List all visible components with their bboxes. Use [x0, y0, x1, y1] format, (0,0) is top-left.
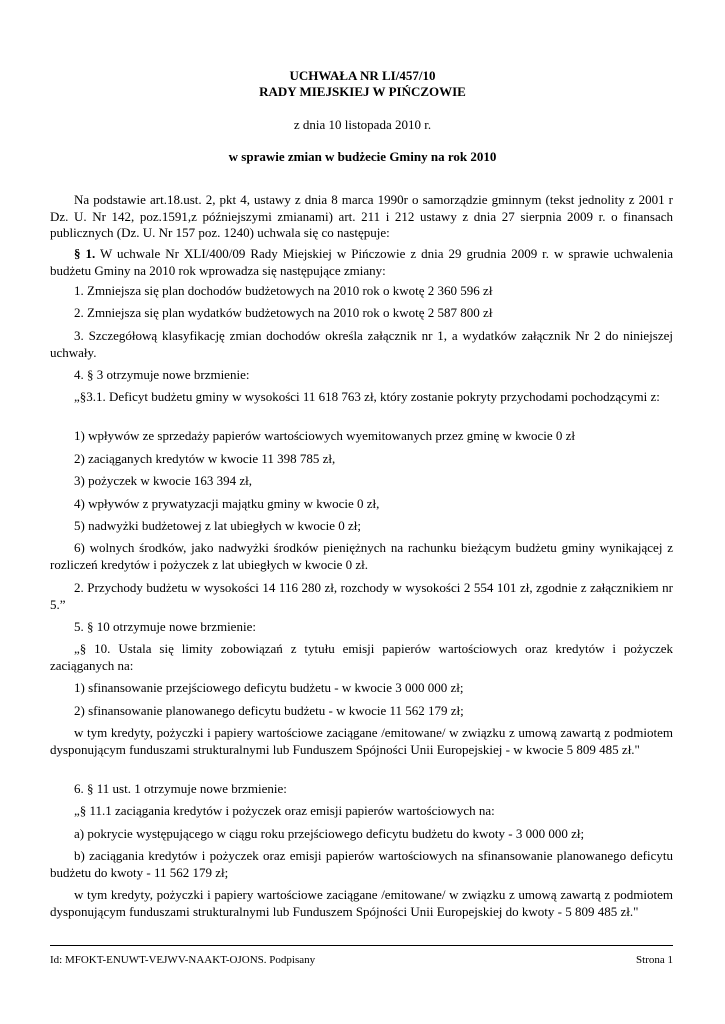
point-6-item-b: b) zaciągania kredytów i pożyczek oraz emisji papierów wartościowych na sfinansowanie planowanego deficytu budżetu do kwoty - 11 562 179 zł;	[50, 848, 673, 880]
section-1-text: W uchwale Nr XLI/400/09 Rady Miejskiej w Pińczowie z dnia 29 grudnia 2009 r. w sprawie uchwalenia budżetu Gminy na 2010 rok wprowadza się następujące zmiany:	[50, 246, 673, 278]
point-2: 2. Zmniejsza się plan wydatków budżetowych na 2010 rok o kwotę 2 587 800 zł	[74, 305, 493, 320]
point-4-item-1: 1) wpływów ze sprzedaży papierów wartościowych wyemitowanych przez gminę w kwocie 0 zł	[74, 428, 576, 443]
point-6-item-a: a) pokrycie występującego w ciągu roku przejściowego deficytu budżetu do kwoty - 3 000 000 zł;	[74, 826, 585, 841]
section-1	[50, 246, 673, 279]
section-1-label: § 1.	[74, 246, 96, 261]
point-4-item-3: 3) pożyczek w kwocie 163 394 zł,	[74, 473, 252, 488]
point-4: 4. § 3 otrzymuje nowe brzmienie:	[74, 367, 250, 382]
resolution-subject: w sprawie zmian w budżecie Gminy na rok 2010	[228, 149, 497, 164]
point-4-item-2: 2) zaciąganych kredytów w kwocie 11 398 785 zł,	[74, 451, 336, 466]
point-5-item-2: 2) sfinansowanie planowanego deficytu budżetu - w kwocie 11 562 179 zł;	[74, 703, 464, 718]
point-4-quote: „§3.1. Deficyt budżetu gminy w wysokości 11 618 763 zł, który zostanie pokryty przychodami pochodzącymi z:	[74, 389, 660, 404]
page-number: Strona 1	[636, 954, 673, 966]
document-id: Id: MFOKT-ENUWT-VEJWV-NAAKT-OJONS. Podpisany	[50, 954, 316, 966]
footer-divider	[50, 945, 673, 946]
point-6: 6. § 11 ust. 1 otrzymuje nowe brzmienie:	[74, 781, 287, 796]
council-name: RADY MIEJSKIEJ W PIŃCZOWIE	[259, 84, 466, 99]
preamble: Na podstawie art.18.ust. 2, pkt 4, ustawy z dnia 8 marca 1990r o samorządzie gminnym (tekst jednolity z 2001 r Dz. U. Nr 142, poz.1591,z późniejszymi zmianami) art. 211 i 212 ustawy z dnia 27 sierpnia 2009 r. o finansach publicznych (Dz. U. Nr 157 poz. 1240) uchwala się co następuje:	[50, 192, 673, 240]
resolution-date: z dnia 10 listopada 2010 r.	[293, 117, 432, 132]
point-6-note: w tym kredyty, pożyczki i papiery wartościowe zaciągane /emitowane/ w związku z umową zawartą z podmiotem dysponującym funduszami strukturalnymi lub Funduszem Spójności Unii Europejskiej do kwoty - 5 809 485 zł."	[50, 887, 673, 919]
point-4-item-4: 4) wpływów z prywatyzacji majątku gminy w kwocie 0 zł,	[74, 496, 380, 511]
point-4-item-6: 6) wolnych środków, jako nadwyżki środków pieniężnych na rachunku bieżącym budżetu gminy wynikającej z rozliczeń kredytów i pożyczek z lat ubiegłych w kwocie 0 zł.	[50, 540, 673, 572]
point-6-quote: „§ 11.1 zaciągania kredytów i pożyczek oraz emisji papierów wartościowych na:	[74, 803, 495, 818]
point-4-section-2: 2. Przychody budżetu w wysokości 14 116 280 zł, rozchody w wysokości 2 554 101 zł, zgodnie z załącznikiem nr 5.”	[50, 580, 673, 612]
point-5-item-1: 1) sfinansowanie przejściowego deficytu budżetu - w kwocie 3 000 000 zł;	[74, 680, 464, 695]
point-5-note: w tym kredyty, pożyczki i papiery wartościowe zaciągane /emitowane/ w związku z umową zawartą z podmiotem dysponującym funduszami strukturalnymi lub Funduszem Spójności Unii Europejskiej - w kwocie 5 809 485 zł."	[50, 725, 673, 757]
resolution-number: UCHWAŁA NR LI/457/10	[289, 68, 436, 83]
point-3: 3. Szczegółową klasyfikację zmian dochodów określa załącznik nr 1, a wydatków załącznik Nr 2 do niniejszej uchwały.	[50, 328, 673, 360]
point-5: 5. § 10 otrzymuje nowe brzmienie:	[74, 619, 256, 634]
point-1: 1. Zmniejsza się plan dochodów budżetowych na 2010 rok o kwotę 2 360 596 zł	[74, 283, 493, 298]
point-4-item-5: 5) nadwyżki budżetowej z lat ubiegłych w kwocie 0 zł;	[74, 518, 361, 533]
point-5-quote: „§ 10. Ustala się limity zobowiązań z tytułu emisji papierów wartościowych oraz kredytów i pożyczek zaciąganych na:	[50, 641, 673, 673]
